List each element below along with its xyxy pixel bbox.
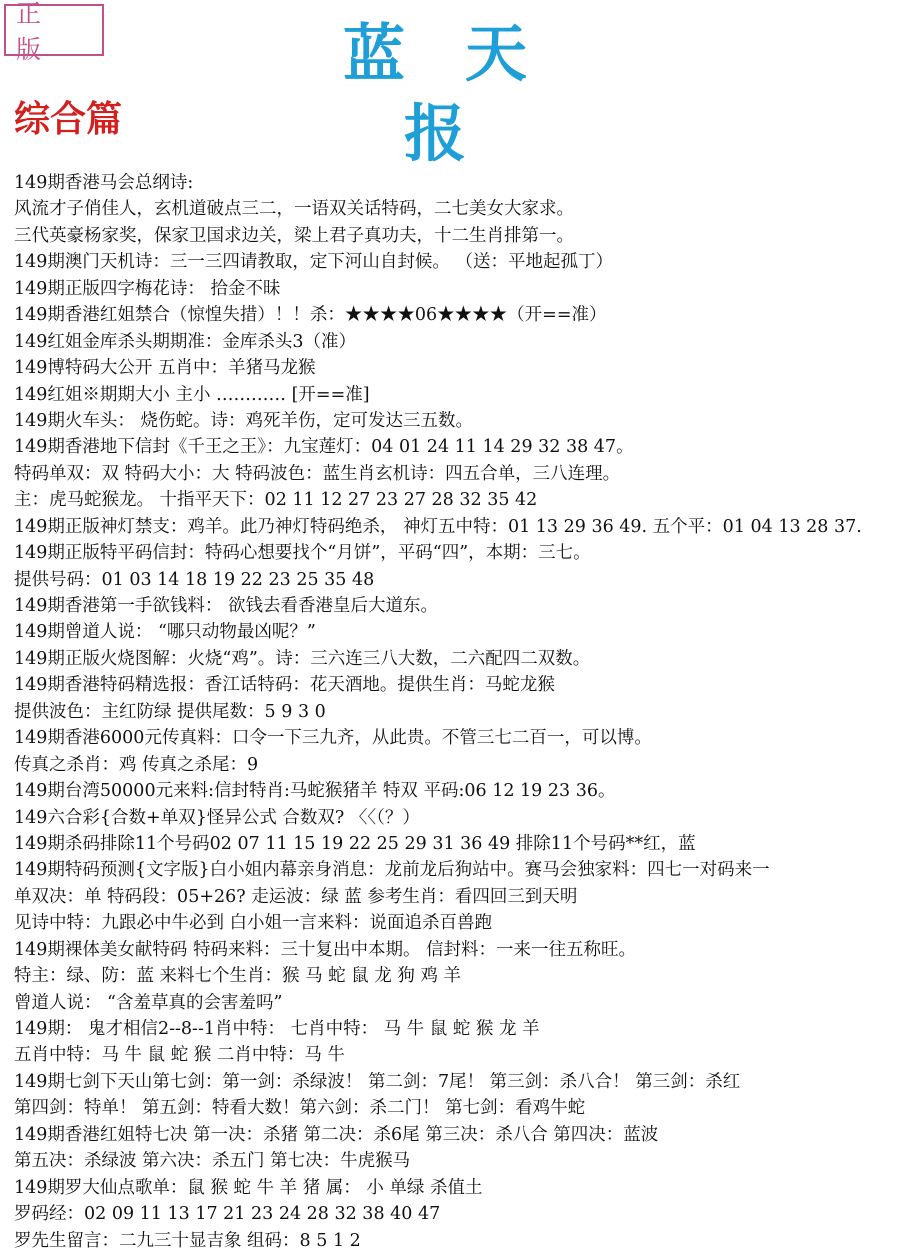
text-line: 曾道人说： “含羞草真的会害羞吗” [14, 992, 283, 1013]
text-line: 149期香港地下信封《千王之王》：九宝莲灯：04 01 24 11 14 29 32 38 47。 [14, 437, 634, 458]
text-line: 149期香港红姐禁合（惊惶失措）！！杀：★★★★06★★★★（开==准） [14, 305, 607, 326]
text-line: 第五决：杀绿波 第六决：杀五门 第七决：牛虎猴马 [14, 1151, 411, 1172]
text-line: 149期台湾50000元来料:信封特肖:马蛇猴猪羊 特双 平码:06 12 19 23 36。 [14, 781, 616, 802]
text-line: 传真之杀肖：鸡 传真之杀尾：9 [14, 754, 259, 775]
text-line: 149六合彩{合数+单双}怪异公式 合数双? 〈〈（？） [14, 807, 420, 828]
text-line: 149期罗大仙点歌单：鼠 猴 蛇 牛 羊 猪 属： 小 单绿 杀值土 [14, 1177, 483, 1198]
text-line: 见诗中特：九跟必中牛必到 白小姐一言来料：说面追杀百兽跑 [14, 913, 493, 934]
text-line: 149期香港红姐特七决 第一决：杀猪 第二决：杀6尾 第三决：杀八合 第四决：蓝波 [14, 1124, 659, 1145]
text-line: 149期杀码排除11个号码02 07 11 15 19 22 25 29 31 36 49 排除11个号码**红，蓝 [14, 833, 696, 854]
text-line: 提供号码：01 03 14 18 19 22 23 25 35 48 [14, 569, 375, 590]
text-line: 罗码经：02 09 11 13 17 21 23 24 28 32 38 40 47 [14, 1204, 441, 1225]
content-lines [14, 170, 898, 1254]
text-line: 149期： 鬼才相信2--8--1肖中特： 七肖中特： 马 牛 鼠 蛇 猴 龙 羊 [14, 1019, 540, 1039]
text-line: 149期正版神灯禁支：鸡羊。此乃神灯特码绝杀， 神灯五中特：01 13 29 36 49. 五个平：01 04 13 28 37. [14, 516, 862, 537]
edition-badge: 正 版 [4, 4, 104, 56]
text-line: 风流才子俏佳人，玄机道破点三二，一语双关话特码，二七美女大家求。 [14, 199, 574, 220]
text-line: 特码单双：双 特码大小：大 特码波色：蓝生肖玄机诗：四五合单，三八连理。 [14, 463, 621, 484]
text-line: 149期正版特平码信封：特码心想要找个“月饼”，平码“四”，本期：三七。 [14, 543, 591, 564]
text-line: 149期香港特码精选报：香江话特码：花天酒地。提供生肖：马蛇龙猴 [14, 675, 555, 696]
text-line: 149期正版火烧图解：火烧“鸡”。诗：三六连三八大数，二六配四二双数。 [14, 648, 591, 669]
text-line: 罗先生留言：二九三十显吉象 组码：8 5 1 2 [14, 1230, 361, 1251]
text-line: 149期火车头： 烧伤蛇。诗：鸡死羊伤，定可发达三五数。 [14, 410, 473, 431]
text-line: 149期香港马会总纲诗: [14, 173, 194, 193]
text-line: 149期曾道人说： “哪只动物最凶呢？” [14, 622, 316, 643]
text-line: 特主：绿、防：蓝 来料七个生肖：猴 马 蛇 鼠 龙 狗 鸡 羊 [14, 966, 462, 987]
text-line: 三代英豪杨家奖，保家卫国求边关，梁上君子真功夫，十二生肖排第一。 [14, 225, 574, 246]
text-line: 149红姐金库杀头期期准：金库杀头3（准） [14, 331, 357, 352]
text-line: 149期七剑下天山第七剑：第一剑：杀绿波！ 第二剑：7尾！ 第三剑：杀八合！ 第三剑：杀红 [14, 1071, 741, 1092]
page-title: 蓝天报 [342, 17, 587, 170]
text-line: 149期香港6000元传真料：口令一下三九齐，从此贵。不管三七二百一，可以博。 [14, 728, 652, 749]
text-line: 149红姐※期期大小 主小 ………… [开==准] [14, 384, 370, 405]
text-line: 149期裸体美女献特码 特码来料：三十复出中本期。 信封料：一来一往五称旺。 [14, 939, 637, 960]
text-line: 提供波色：主红防绿 提供尾数：5 9 3 0 [14, 701, 326, 722]
text-line: 149博特码大公开 五肖中：羊猪马龙猴 [14, 358, 316, 379]
text-line: 149期香港第一手欲钱料： 欲钱去看香港皇后大道东。 [14, 596, 438, 616]
text-line: 主：虎马蛇猴龙。 十指平天下：02 11 12 27 23 27 28 32 35 42 [14, 490, 538, 511]
text-line: 单双决：单 特码段：05+26? 走运波：绿 蓝 参考生肖：看四回三到天明 [14, 886, 578, 907]
text-line: 149期正版四字梅花诗： 拾金不昧 [14, 278, 281, 299]
text-line: 149期特码预测{文字版}白小姐内幕亲身消息：龙前龙后狗站中。赛马会独家料：四七一对码来一 [14, 860, 770, 881]
section-heading: 综合篇 [14, 98, 123, 140]
text-line: 149期澳门天机诗：三一三四请教取，定下河山自封候。 （送：平地起孤丁） [14, 252, 613, 273]
text-line: 第四剑：特单！ 第五剑：特看大数！第六剑：杀二门！ 第七剑：看鸡牛蛇 [14, 1098, 586, 1119]
text-line: 五肖中特：马 牛 鼠 蛇 猴 二肖中特：马 牛 [14, 1045, 345, 1066]
